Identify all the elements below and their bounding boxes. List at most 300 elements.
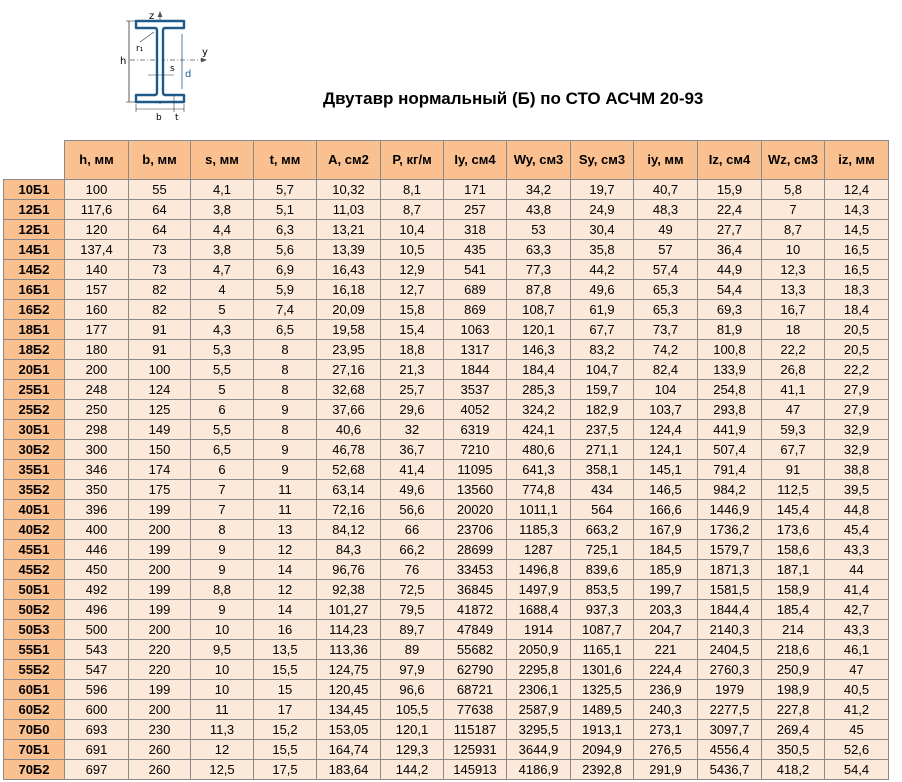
table-cell: 269,4 xyxy=(762,720,825,740)
table-cell: 2140,3 xyxy=(698,620,762,640)
table-cell: 120,1 xyxy=(507,320,571,340)
table-cell: 7,4 xyxy=(254,300,317,320)
table-cell: 14 xyxy=(254,560,317,580)
table-cell: 83,2 xyxy=(571,340,634,360)
table-row xyxy=(4,640,889,660)
table-cell: 541 xyxy=(444,260,507,280)
table-cell: 100 xyxy=(65,180,129,200)
table-cell: 8 xyxy=(191,520,254,540)
table-cell: 79,5 xyxy=(381,600,444,620)
table-cell: 7 xyxy=(191,480,254,500)
table-cell: 74,2 xyxy=(634,340,698,360)
column-header: Iy, см4 xyxy=(444,141,507,180)
table-cell: 22,2 xyxy=(762,340,825,360)
table-row xyxy=(4,620,889,640)
table-cell: 480,6 xyxy=(507,440,571,460)
table-cell: 125 xyxy=(129,400,191,420)
table-cell: 100,8 xyxy=(698,340,762,360)
table-cell: 112,5 xyxy=(762,480,825,500)
table-cell: 16,5 xyxy=(825,240,889,260)
table-cell: 1185,3 xyxy=(507,520,571,540)
table-cell: 1871,3 xyxy=(698,560,762,580)
table-cell: 36,7 xyxy=(381,440,444,460)
table-cell: 167,9 xyxy=(634,520,698,540)
table-cell: 13,3 xyxy=(762,280,825,300)
table-cell: 689 xyxy=(444,280,507,300)
table-cell: 103,7 xyxy=(634,400,698,420)
table-cell: 175 xyxy=(129,480,191,500)
table-cell: 1979 xyxy=(698,680,762,700)
table-cell: 8 xyxy=(254,340,317,360)
table-cell: 56,6 xyxy=(381,500,444,520)
table-cell: 160 xyxy=(65,300,129,320)
table-cell: 663,2 xyxy=(571,520,634,540)
table-cell: 291,9 xyxy=(634,760,698,780)
table-cell: 72,5 xyxy=(381,580,444,600)
table-cell: 35,8 xyxy=(571,240,634,260)
row-header: 55Б1 xyxy=(4,640,65,660)
table-cell: 20,09 xyxy=(317,300,381,320)
label-y: y xyxy=(202,47,208,58)
table-cell: 11,03 xyxy=(317,200,381,220)
column-header: b, мм xyxy=(129,141,191,180)
table-cell: 124,4 xyxy=(634,420,698,440)
table-cell: 25,7 xyxy=(381,380,444,400)
table-cell: 435 xyxy=(444,240,507,260)
table-cell: 12,4 xyxy=(825,180,889,200)
table-cell: 12 xyxy=(254,540,317,560)
label-t: t xyxy=(175,113,179,123)
table-cell: 38,8 xyxy=(825,460,889,480)
table-cell: 32 xyxy=(381,420,444,440)
row-header: 60Б1 xyxy=(4,680,65,700)
table-cell: 44,9 xyxy=(698,260,762,280)
table-cell: 20020 xyxy=(444,500,507,520)
table-cell: 1581,5 xyxy=(698,580,762,600)
table-cell: 697 xyxy=(65,760,129,780)
table-cell: 81,9 xyxy=(698,320,762,340)
table-cell: 15 xyxy=(254,680,317,700)
table-cell: 6,5 xyxy=(254,320,317,340)
column-header: s, мм xyxy=(191,141,254,180)
table-cell: 9 xyxy=(191,560,254,580)
table-cell: 44,8 xyxy=(825,500,889,520)
table-cell: 149 xyxy=(129,420,191,440)
table-row xyxy=(4,720,889,740)
table-cell: 7 xyxy=(762,200,825,220)
table-cell: 73 xyxy=(129,240,191,260)
table-cell: 298 xyxy=(65,420,129,440)
table-row xyxy=(4,580,889,600)
table-cell: 600 xyxy=(65,700,129,720)
label-r1: r₁ xyxy=(136,44,144,54)
table-cell: 1914 xyxy=(507,620,571,640)
table-cell: 187,1 xyxy=(762,560,825,580)
header-row xyxy=(4,141,889,180)
table-cell: 134,45 xyxy=(317,700,381,720)
table-cell: 41,4 xyxy=(825,580,889,600)
table-cell: 5 xyxy=(191,300,254,320)
table-cell: 40,6 xyxy=(317,420,381,440)
row-header: 40Б1 xyxy=(4,500,65,520)
table-cell: 1496,8 xyxy=(507,560,571,580)
row-header: 12Б1 xyxy=(4,200,65,220)
table-row xyxy=(4,700,889,720)
table-cell: 43,3 xyxy=(825,540,889,560)
column-header: t, мм xyxy=(254,141,317,180)
table-cell: 68721 xyxy=(444,680,507,700)
table-cell: 33453 xyxy=(444,560,507,580)
table-cell: 14 xyxy=(254,600,317,620)
table-cell: 17 xyxy=(254,700,317,720)
label-h: h xyxy=(120,56,127,67)
row-header: 10Б1 xyxy=(4,180,65,200)
table-row xyxy=(4,760,889,780)
table-cell: 220 xyxy=(129,640,191,660)
table-cell: 496 xyxy=(65,600,129,620)
row-header: 30Б1 xyxy=(4,420,65,440)
table-cell: 105,5 xyxy=(381,700,444,720)
table-cell: 16 xyxy=(254,620,317,640)
table-cell: 11 xyxy=(254,500,317,520)
table-cell: 937,3 xyxy=(571,600,634,620)
table-cell: 182,9 xyxy=(571,400,634,420)
table-cell: 11 xyxy=(191,700,254,720)
table-row xyxy=(4,540,889,560)
table-cell: 5 xyxy=(191,380,254,400)
table-cell: 9 xyxy=(254,440,317,460)
table-cell: 14,5 xyxy=(825,220,889,240)
table-row xyxy=(4,420,889,440)
table-cell: 22,4 xyxy=(698,200,762,220)
table-cell: 184,4 xyxy=(507,360,571,380)
table-cell: 199,7 xyxy=(634,580,698,600)
table-cell: 293,8 xyxy=(698,400,762,420)
table-cell: 257 xyxy=(444,200,507,220)
table-cell: 853,5 xyxy=(571,580,634,600)
table-cell: 1063 xyxy=(444,320,507,340)
table-cell: 49,6 xyxy=(571,280,634,300)
table-cell: 5,9 xyxy=(254,280,317,300)
table-cell: 120 xyxy=(65,220,129,240)
table-cell: 273,1 xyxy=(634,720,698,740)
table-row xyxy=(4,220,889,240)
table-cell: 350 xyxy=(65,480,129,500)
table-cell: 49 xyxy=(634,220,698,240)
table-cell: 48,3 xyxy=(634,200,698,220)
table-cell: 185,4 xyxy=(762,600,825,620)
table-cell: 91 xyxy=(762,460,825,480)
table-cell: 492 xyxy=(65,580,129,600)
table-cell: 104 xyxy=(634,380,698,400)
table-cell: 4,4 xyxy=(191,220,254,240)
table-cell: 12,5 xyxy=(191,760,254,780)
column-header: h, мм xyxy=(65,141,129,180)
table-cell: 18,4 xyxy=(825,300,889,320)
table-cell: 6,3 xyxy=(254,220,317,240)
table-cell: 96,6 xyxy=(381,680,444,700)
table-cell: 100 xyxy=(129,360,191,380)
table-cell: 43,8 xyxy=(507,200,571,220)
table-cell: 5,8 xyxy=(762,180,825,200)
table-cell: 61,9 xyxy=(571,300,634,320)
table-cell: 9,5 xyxy=(191,640,254,660)
table-cell: 693 xyxy=(65,720,129,740)
table-cell: 227,8 xyxy=(762,700,825,720)
table-cell: 9 xyxy=(254,460,317,480)
table-cell: 350,5 xyxy=(762,740,825,760)
table-cell: 8,8 xyxy=(191,580,254,600)
table-cell: 4 xyxy=(191,280,254,300)
table-cell: 41,1 xyxy=(762,380,825,400)
table-cell: 91 xyxy=(129,320,191,340)
table-cell: 13560 xyxy=(444,480,507,500)
table-cell: 18,3 xyxy=(825,280,889,300)
table-cell: 140 xyxy=(65,260,129,280)
table-cell: 41,4 xyxy=(381,460,444,480)
table-cell: 2760,3 xyxy=(698,660,762,680)
table-cell: 10 xyxy=(191,620,254,640)
table-cell: 220 xyxy=(129,660,191,680)
table-cell: 200 xyxy=(129,560,191,580)
table-cell: 230 xyxy=(129,720,191,740)
table-cell: 2306,1 xyxy=(507,680,571,700)
table-cell: 13,39 xyxy=(317,240,381,260)
table-cell: 1446,9 xyxy=(698,500,762,520)
table-row xyxy=(4,600,889,620)
table-cell: 725,1 xyxy=(571,540,634,560)
table-cell: 46,1 xyxy=(825,640,889,660)
table-row xyxy=(4,300,889,320)
row-header: 20Б1 xyxy=(4,360,65,380)
i-beam-drawing xyxy=(112,8,224,124)
table-cell: 72,16 xyxy=(317,500,381,520)
table-cell: 145,4 xyxy=(762,500,825,520)
table-cell: 2404,5 xyxy=(698,640,762,660)
table-cell: 84,12 xyxy=(317,520,381,540)
table-cell: 104,7 xyxy=(571,360,634,380)
table-cell: 15,8 xyxy=(381,300,444,320)
table-cell: 41872 xyxy=(444,600,507,620)
table-cell: 108,7 xyxy=(507,300,571,320)
table-cell: 2392,8 xyxy=(571,760,634,780)
table-cell: 43,3 xyxy=(825,620,889,640)
table-cell: 400 xyxy=(65,520,129,540)
table-cell: 124,1 xyxy=(634,440,698,460)
table-row xyxy=(4,280,889,300)
table-cell: 28699 xyxy=(444,540,507,560)
table-cell: 171 xyxy=(444,180,507,200)
table-cell: 271,1 xyxy=(571,440,634,460)
table-cell: 20,5 xyxy=(825,320,889,340)
table-row xyxy=(4,260,889,280)
row-header: 35Б2 xyxy=(4,480,65,500)
table-cell: 199 xyxy=(129,680,191,700)
table-row xyxy=(4,400,889,420)
table-cell: 45,4 xyxy=(825,520,889,540)
table-cell: 32,9 xyxy=(825,420,889,440)
table-row xyxy=(4,180,889,200)
table-cell: 5,1 xyxy=(254,200,317,220)
table-cell: 7 xyxy=(191,500,254,520)
table-row xyxy=(4,680,889,700)
table-cell: 10,32 xyxy=(317,180,381,200)
table-cell: 9 xyxy=(254,400,317,420)
table-cell: 82 xyxy=(129,300,191,320)
table-cell: 37,66 xyxy=(317,400,381,420)
table-cell: 173,6 xyxy=(762,520,825,540)
table-cell: 153,05 xyxy=(317,720,381,740)
table-row xyxy=(4,320,889,340)
table-cell: 1165,1 xyxy=(571,640,634,660)
table-cell: 13,5 xyxy=(254,640,317,660)
table-row xyxy=(4,480,889,500)
table-cell: 45 xyxy=(825,720,889,740)
table-cell: 52,6 xyxy=(825,740,889,760)
table-cell: 396 xyxy=(65,500,129,520)
table-cell: 5436,7 xyxy=(698,760,762,780)
table-cell: 254,8 xyxy=(698,380,762,400)
table-cell: 1317 xyxy=(444,340,507,360)
table-cell: 4,1 xyxy=(191,180,254,200)
table-cell: 26,8 xyxy=(762,360,825,380)
table-cell: 166,6 xyxy=(634,500,698,520)
table-cell: 8 xyxy=(254,360,317,380)
table-cell: 164,74 xyxy=(317,740,381,760)
table-cell: 1489,5 xyxy=(571,700,634,720)
table-cell: 199 xyxy=(129,540,191,560)
table-cell: 446 xyxy=(65,540,129,560)
table-cell: 27,7 xyxy=(698,220,762,240)
table-cell: 12,3 xyxy=(762,260,825,280)
table-cell: 596 xyxy=(65,680,129,700)
table-cell: 158,6 xyxy=(762,540,825,560)
table-cell: 157 xyxy=(65,280,129,300)
table-cell: 97,9 xyxy=(381,660,444,680)
table-cell: 19,58 xyxy=(317,320,381,340)
row-header: 45Б1 xyxy=(4,540,65,560)
table-cell: 9 xyxy=(191,600,254,620)
table-row xyxy=(4,660,889,680)
table-cell: 101,27 xyxy=(317,600,381,620)
table-cell: 84,3 xyxy=(317,540,381,560)
table-cell: 5,6 xyxy=(254,240,317,260)
table-cell: 11,3 xyxy=(191,720,254,740)
table-cell: 44,2 xyxy=(571,260,634,280)
column-header: Wy, см3 xyxy=(507,141,571,180)
row-header: 25Б1 xyxy=(4,380,65,400)
table-cell: 63,14 xyxy=(317,480,381,500)
table-cell: 3295,5 xyxy=(507,720,571,740)
table-cell: 129,3 xyxy=(381,740,444,760)
table-cell: 82,4 xyxy=(634,360,698,380)
row-header: 35Б1 xyxy=(4,460,65,480)
table-cell: 120,1 xyxy=(381,720,444,740)
row-header: 70Б1 xyxy=(4,740,65,760)
table-cell: 36845 xyxy=(444,580,507,600)
row-header: 40Б2 xyxy=(4,520,65,540)
table-cell: 691 xyxy=(65,740,129,760)
table-cell: 32,9 xyxy=(825,440,889,460)
table-cell: 14,3 xyxy=(825,200,889,220)
table-cell: 23706 xyxy=(444,520,507,540)
table-cell: 27,9 xyxy=(825,400,889,420)
table-cell: 434 xyxy=(571,480,634,500)
table-cell: 15,5 xyxy=(254,660,317,680)
table-cell: 120,45 xyxy=(317,680,381,700)
table-cell: 1087,7 xyxy=(571,620,634,640)
table-cell: 500 xyxy=(65,620,129,640)
column-header: Wz, см3 xyxy=(762,141,825,180)
table-cell: 63,3 xyxy=(507,240,571,260)
table-cell: 18,8 xyxy=(381,340,444,360)
table-cell: 24,9 xyxy=(571,200,634,220)
table-cell: 18 xyxy=(762,320,825,340)
table-cell: 564 xyxy=(571,500,634,520)
row-header: 50Б1 xyxy=(4,580,65,600)
table-cell: 73 xyxy=(129,260,191,280)
column-header: iy, мм xyxy=(634,141,698,180)
table-cell: 3097,7 xyxy=(698,720,762,740)
table-cell: 3,8 xyxy=(191,240,254,260)
table-cell: 13 xyxy=(254,520,317,540)
table-cell: 248 xyxy=(65,380,129,400)
table-cell: 66,2 xyxy=(381,540,444,560)
table-cell: 183,64 xyxy=(317,760,381,780)
table-cell: 6 xyxy=(191,460,254,480)
row-header: 12Б1 xyxy=(4,220,65,240)
table-cell: 10 xyxy=(191,660,254,680)
table-cell: 507,4 xyxy=(698,440,762,460)
table-cell: 30,4 xyxy=(571,220,634,240)
table-cell: 177 xyxy=(65,320,129,340)
label-s: s xyxy=(170,64,175,74)
table-cell: 10 xyxy=(762,240,825,260)
table-cell: 36,4 xyxy=(698,240,762,260)
table-cell: 137,4 xyxy=(65,240,129,260)
table-cell: 4,3 xyxy=(191,320,254,340)
row-header: 18Б1 xyxy=(4,320,65,340)
table-cell: 59,3 xyxy=(762,420,825,440)
table-cell: 66 xyxy=(381,520,444,540)
table-cell: 200 xyxy=(129,520,191,540)
table-cell: 200 xyxy=(65,360,129,380)
table-cell: 441,9 xyxy=(698,420,762,440)
table-cell: 67,7 xyxy=(762,440,825,460)
row-header: 55Б2 xyxy=(4,660,65,680)
table-cell: 73,7 xyxy=(634,320,698,340)
table-cell: 200 xyxy=(129,620,191,640)
table-cell: 11 xyxy=(254,480,317,500)
table-cell: 6319 xyxy=(444,420,507,440)
row-header: 70Б2 xyxy=(4,760,65,780)
label-d: d xyxy=(185,69,192,80)
table-cell: 7210 xyxy=(444,440,507,460)
table-cell: 77638 xyxy=(444,700,507,720)
row-header: 30Б2 xyxy=(4,440,65,460)
table-cell: 10,5 xyxy=(381,240,444,260)
table-cell: 42,7 xyxy=(825,600,889,620)
table-body xyxy=(4,180,889,780)
table-cell: 218,6 xyxy=(762,640,825,660)
table-cell: 204,7 xyxy=(634,620,698,640)
row-header: 50Б2 xyxy=(4,600,65,620)
row-header: 70Б0 xyxy=(4,720,65,740)
table-cell: 15,4 xyxy=(381,320,444,340)
table-cell: 49,6 xyxy=(381,480,444,500)
table-cell: 10,4 xyxy=(381,220,444,240)
table-cell: 10 xyxy=(191,680,254,700)
